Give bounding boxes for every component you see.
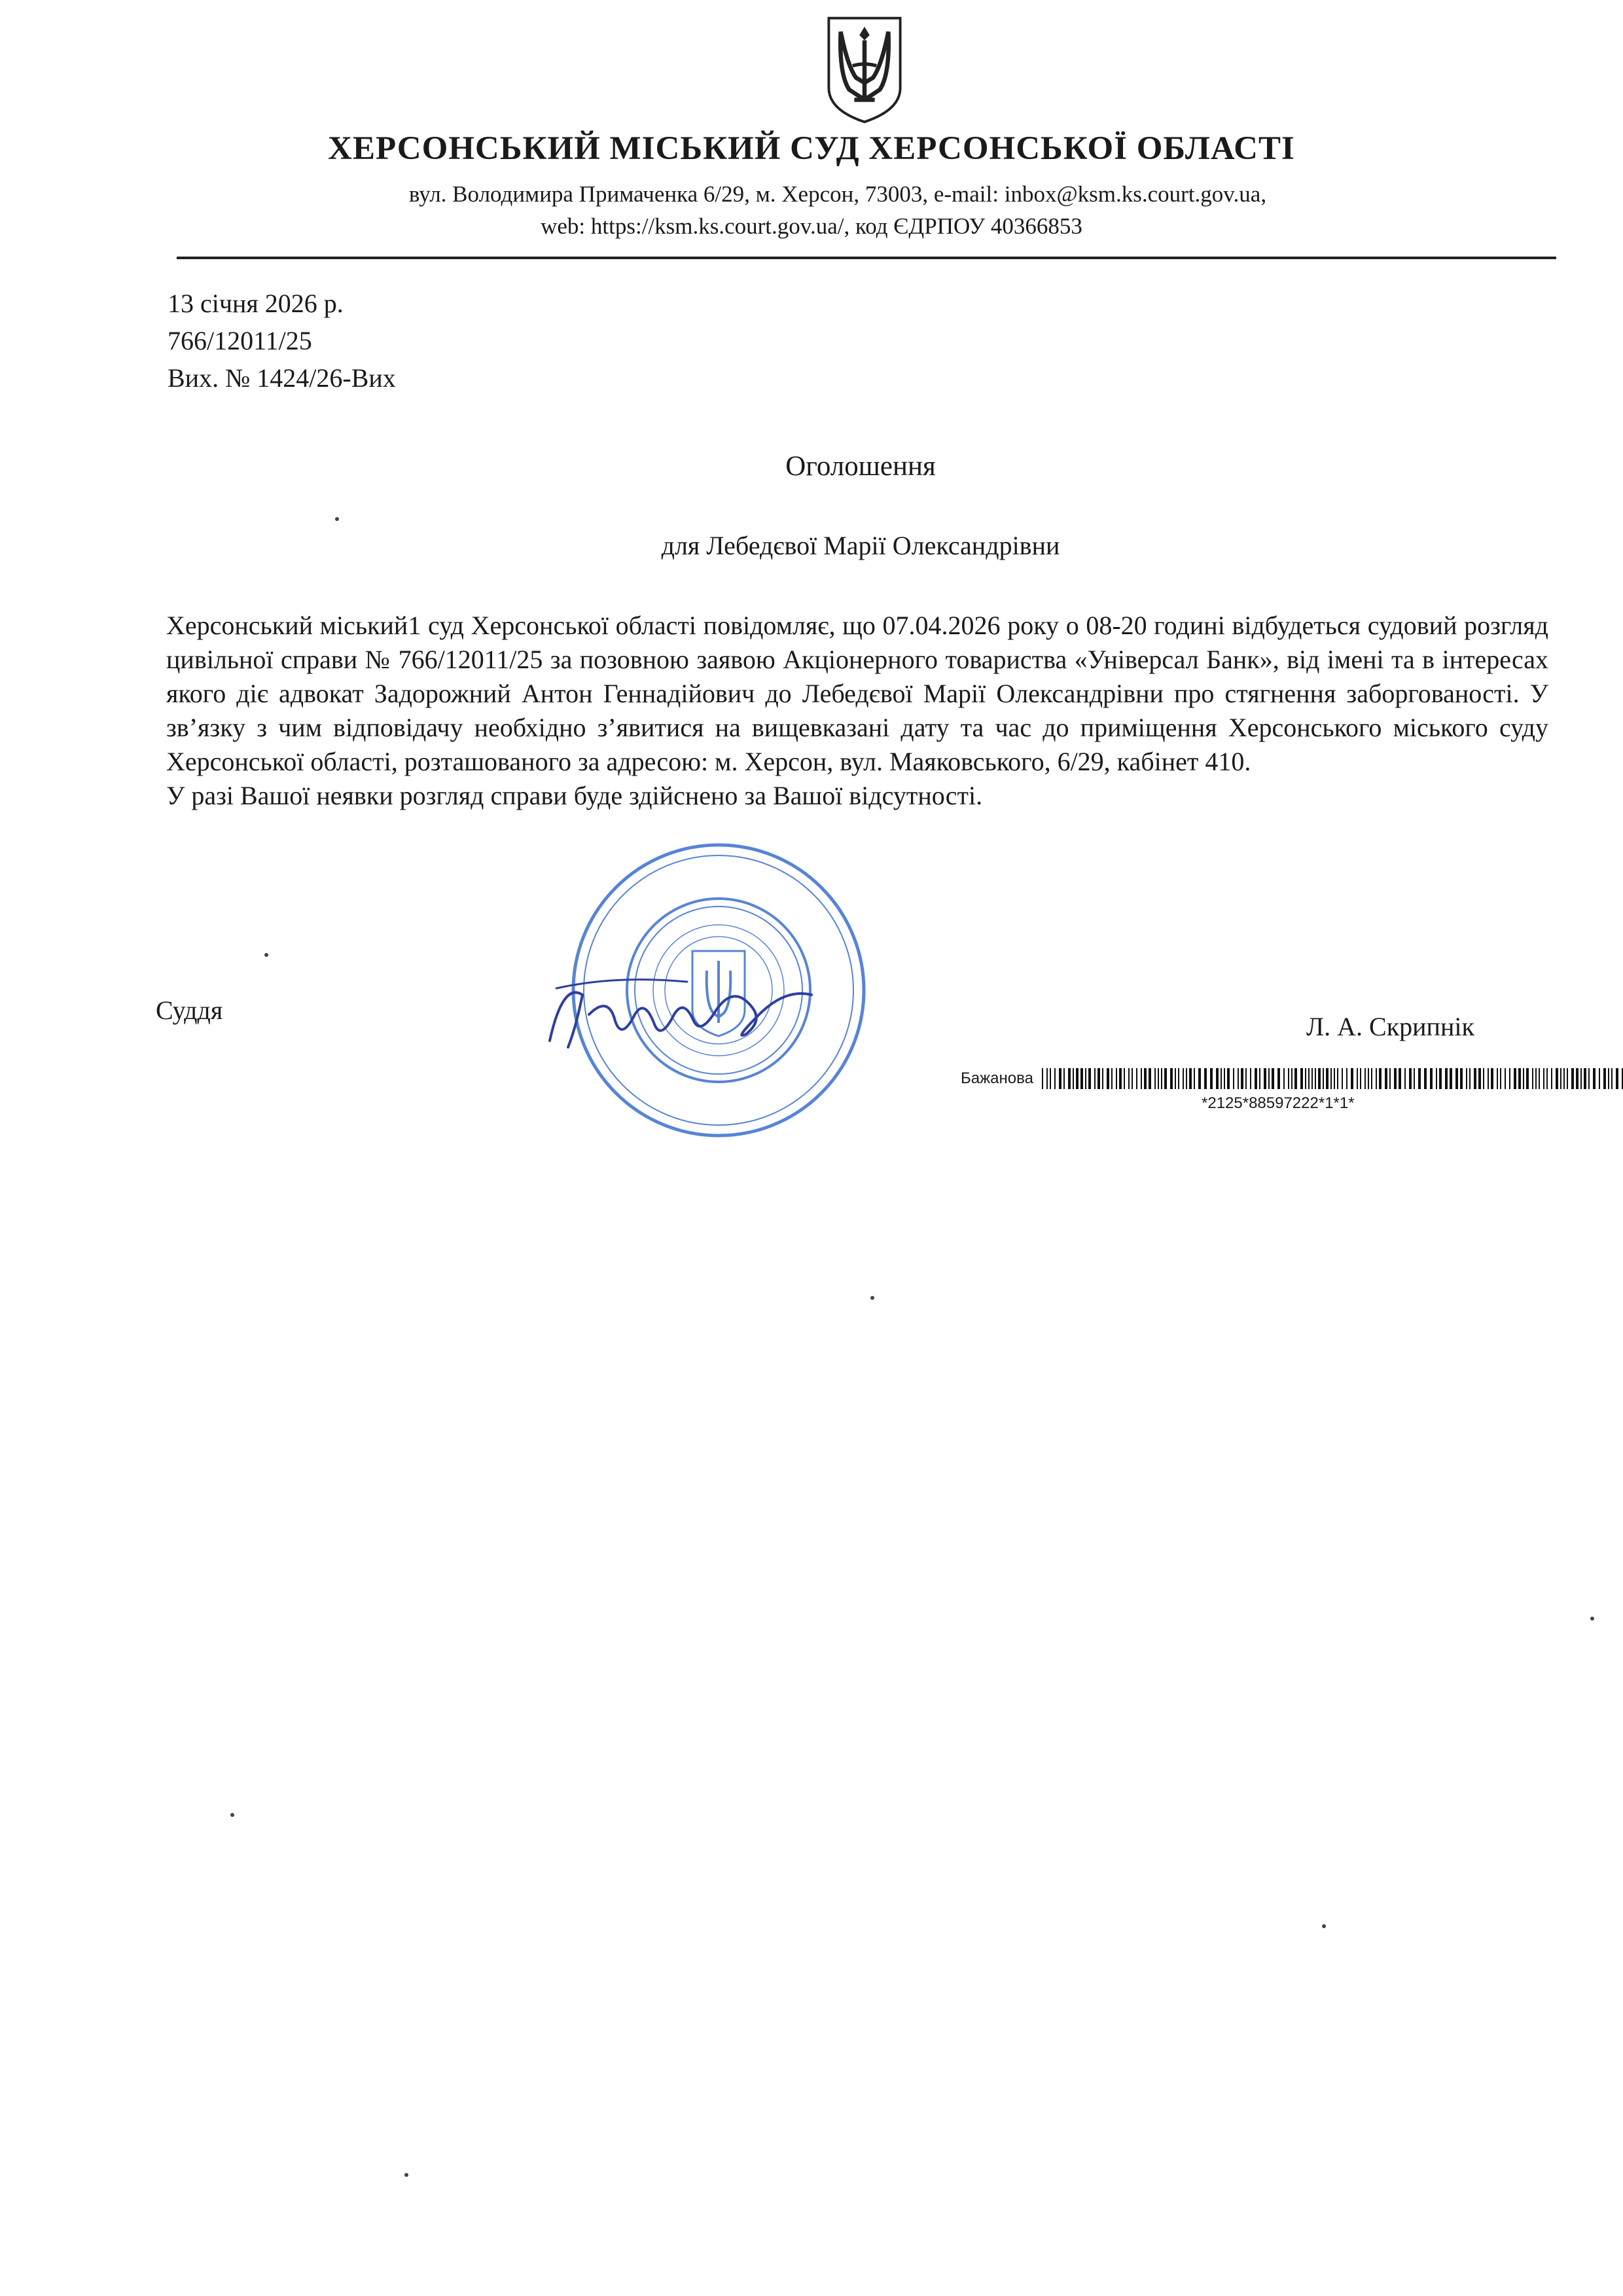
scan-speck [264,953,268,957]
judge-role: Суддя [156,996,223,1025]
court-web-and-code: web: https://ksm.ks.court.gov.ua/, код ЄДРПОУ 40366853 [541,213,1082,239]
notice-paragraph: У разі Вашої неявки розгляд справи буде здійснено за Вашої відсутності. [166,781,983,810]
scan-speck [870,1296,874,1300]
scan-speck [404,2173,408,2177]
notice-title: Оголошення [785,451,936,482]
notice-paragraph: Херсонський міський1 суд Херсонської області повідомляє, що 07.04.2026 року о 08-20 годині відбудеться судовий розгляд цивільної справи № 766/12011/25 за позовною заявою Акціонерного товариства «Універсал Банк», від імені та в інтересах якого діє адвокат Задорожний Антон Геннадійович до Лебедєвої Марії Олександрівни про стягнення заборгованості. У зв’язку з чим відповідачу необхідно з’явитися на вищевказані дату та час до приміщення Херсонського міського суду Херсонської області, розташованого за адресою: м. Херсон, вул. Маяковського, 6/29, кабінет 410. [166,611,1548,776]
barcode-prefix: Бажанова [961,1069,1033,1087]
case-number: 766/12011/25 [168,326,312,355]
barcode-number: *2125*88597222*1*1* [1202,1094,1355,1112]
notice-recipient: для Лебедєвої Марії Олександрівни [661,531,1060,560]
court-address: вул. Володимира Примаченка 6/29, м. Херсон, 73003, e-mail: inbox@ksm.ks.court.gov.ua, [408,181,1267,207]
scan-speck [1590,1617,1594,1621]
scan-speck [335,517,339,521]
judge-name: Л. А. Скрипнік [1306,1012,1474,1041]
notice-body [166,609,1548,813]
header-divider [177,257,1556,259]
document-date: 13 січня 2026 р. [168,289,344,318]
court-name: ХЕРСОНСЬКИЙ МІСЬКИЙ СУД ХЕРСОНСЬКОЇ ОБЛАСТІ [328,130,1295,167]
outgoing-number: Вих. № 1424/26-Вих [168,363,396,393]
scan-speck [1322,1924,1326,1928]
barcode-bars [1042,1068,1623,1089]
trident-icon [822,14,907,126]
faint-barcode-bleed [84,1046,797,1063]
scan-speck [230,1813,234,1817]
